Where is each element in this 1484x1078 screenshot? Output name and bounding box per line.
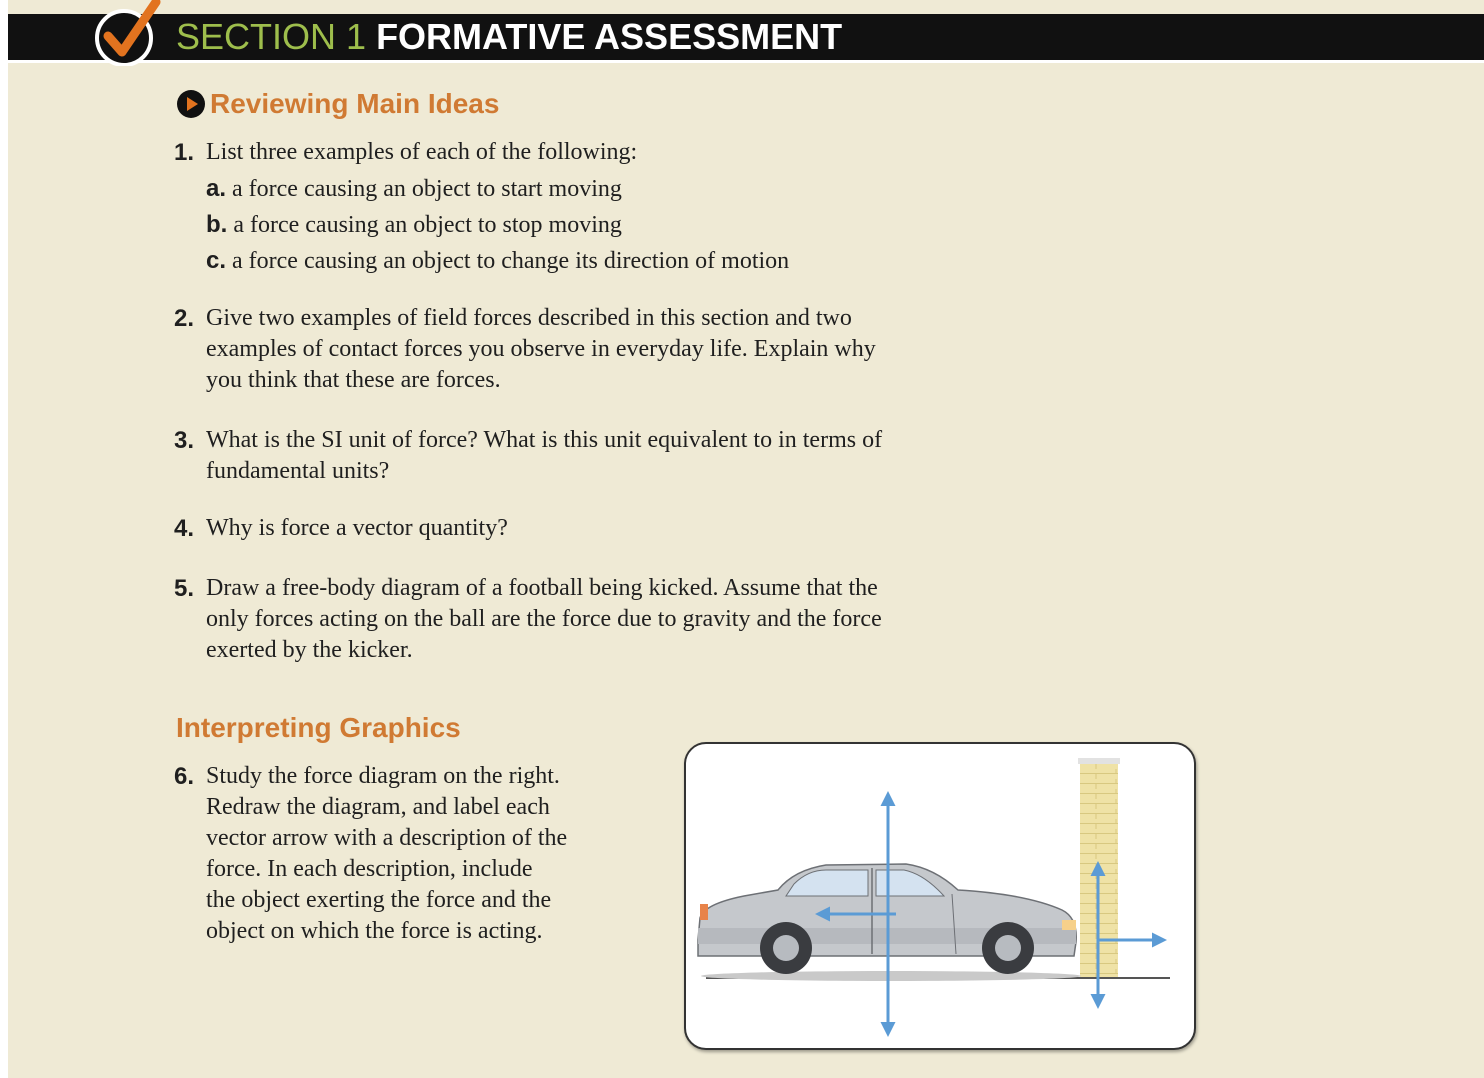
question-line: Why is force a vector quantity? <box>206 515 508 541</box>
question-line: exerted by the kicker. <box>206 637 413 663</box>
question-3 <box>174 425 882 487</box>
question-line: only forces acting on the ball are the force due to gravity and the force <box>206 606 882 632</box>
question-number: 3. <box>174 427 195 454</box>
subitem-text: a force causing an object to stop moving <box>233 212 622 238</box>
subitem-text: a force causing an object to change its direction of motion <box>232 248 790 274</box>
question-line: Study the force diagram on the right. <box>206 763 560 789</box>
question-line: object on which the force is acting. <box>206 918 543 944</box>
header-underline <box>8 60 1484 63</box>
question-number: 4. <box>174 515 195 542</box>
question-line: vector arrow with a description of the <box>206 825 568 851</box>
subitem-letter: c. <box>206 247 227 274</box>
question-line: What is the SI unit of force? What is this unit equivalent to in terms of <box>206 427 883 453</box>
question-6 <box>174 761 567 947</box>
reviewing-heading-text: Reviewing Main Ideas <box>210 88 500 119</box>
question-line: fundamental units? <box>206 458 390 484</box>
question-line: Give two examples of field forces described in this section and two <box>206 305 852 331</box>
question-1-subitem-b <box>206 209 622 241</box>
question-line: force. In each description, include <box>206 856 533 882</box>
question-line: the object exerting the force and the <box>206 887 552 913</box>
textbook-page <box>8 0 1484 1078</box>
question-4 <box>174 513 508 544</box>
subitem-text: a force causing an object to start moving <box>232 176 622 202</box>
question-line: Redraw the diagram, and label each <box>206 794 550 820</box>
section-title: FORMATIVE ASSESSMENT <box>376 16 843 57</box>
question-5 <box>174 573 882 666</box>
subitem-letter: b. <box>206 211 228 238</box>
question-number: 5. <box>174 575 195 602</box>
question-line: Draw a free-body diagram of a football being kicked. Assume that the <box>206 575 878 601</box>
question-line: examples of contact forces you observe in everyday life. Explain why <box>206 336 876 362</box>
section-number: SECTION 1 <box>176 16 367 57</box>
force-diagram-figure <box>684 742 1196 1050</box>
play-circle-icon <box>176 89 206 119</box>
checkmark-icon <box>94 0 174 66</box>
question-number: 6. <box>174 763 195 790</box>
question-1-subitem-c <box>206 245 789 277</box>
force-diagram <box>686 744 1194 1048</box>
question-line: you think that these are forces. <box>206 367 501 393</box>
question-1-subitem-a <box>206 173 622 205</box>
question-text: List three examples of each of the following: <box>206 139 638 165</box>
question-number: 1. <box>174 139 195 166</box>
question-number: 2. <box>174 305 195 332</box>
question-2 <box>174 303 876 396</box>
section-header <box>176 15 842 59</box>
subitem-letter: a. <box>206 175 227 202</box>
interpreting-heading: Interpreting Graphics <box>176 712 461 743</box>
reviewing-heading <box>176 88 499 120</box>
question-1 <box>174 137 637 168</box>
